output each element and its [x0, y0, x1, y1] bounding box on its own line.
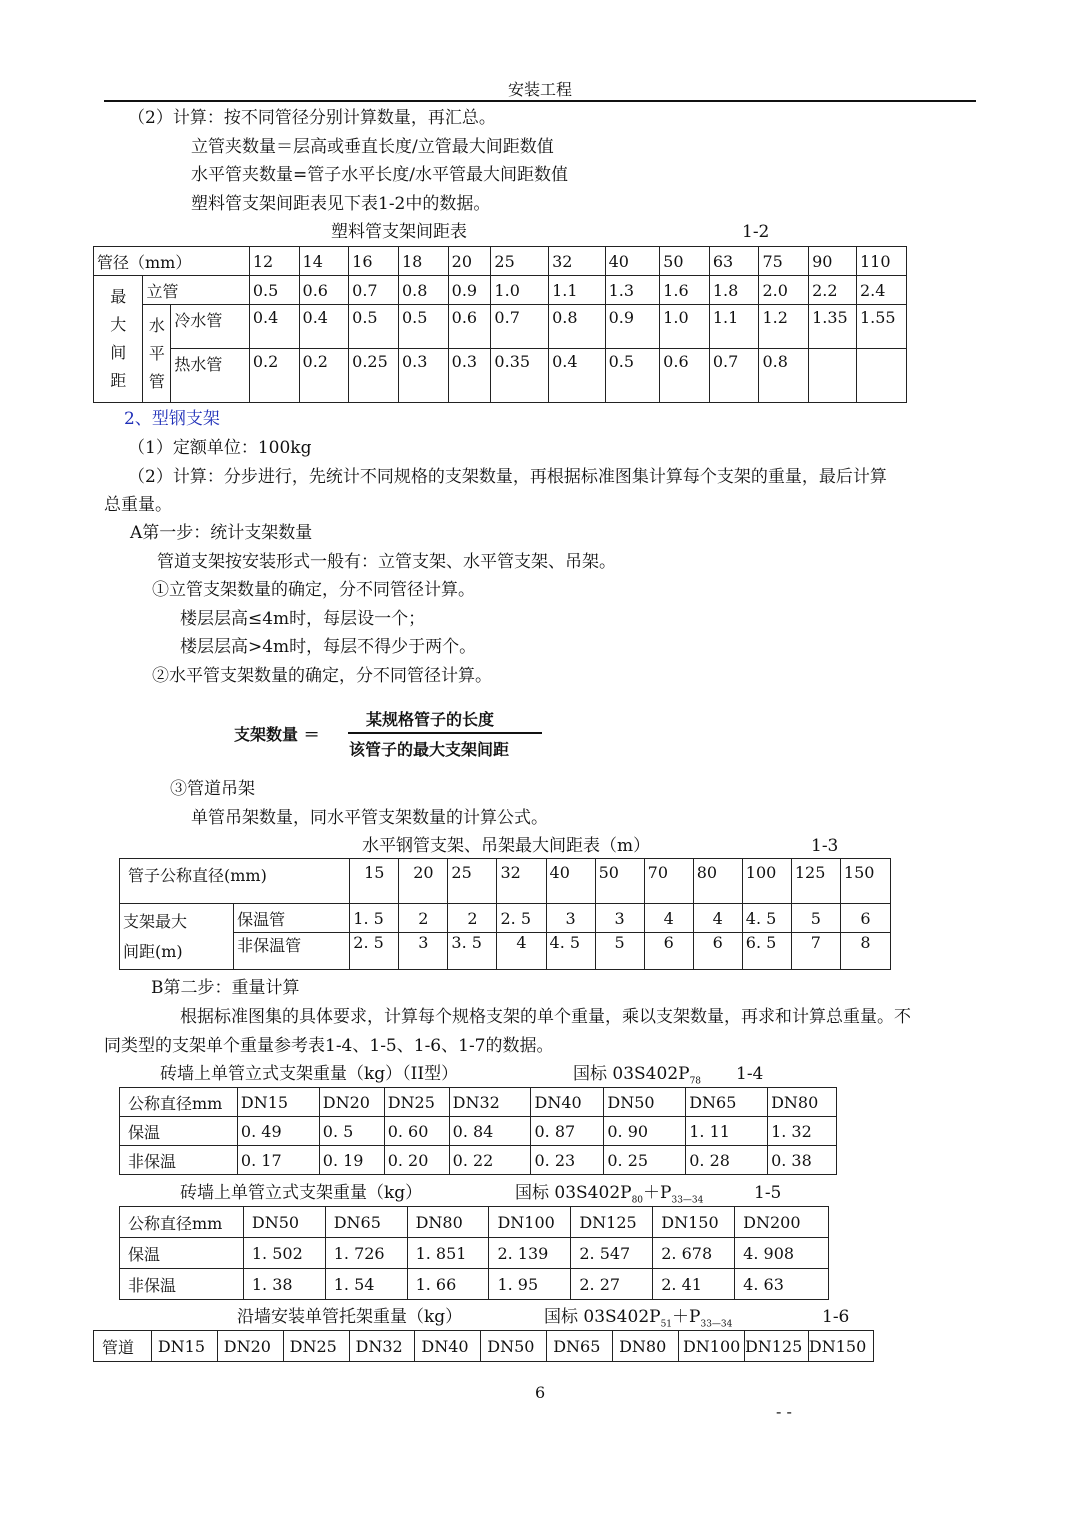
table14: [119, 1087, 837, 1175]
side-label-line: 支架最大: [123, 911, 188, 931]
table15-cell: 1. 95: [489, 1269, 571, 1300]
header-rule: [104, 100, 976, 102]
horizontal-char: 管: [148, 371, 165, 391]
table14-number: 1-4: [736, 1064, 764, 1084]
table15-caption: 砖墙上单管立式支架重量（kg）: [180, 1183, 423, 1203]
std-text: 国标 03S402P: [573, 1064, 690, 1084]
table13-cell: 7: [791, 933, 840, 970]
table15-cell: 4. 908: [735, 1238, 829, 1269]
table12-cell: 0.3: [448, 349, 491, 403]
table12-size-cell: 16: [349, 247, 399, 276]
table12-cell: 0.25: [349, 349, 399, 403]
horizontal-clamp-formula: 水平管夹数量=管子水平长度/水平管最大间距数值: [191, 165, 568, 185]
table15-cell: DN100: [489, 1207, 571, 1238]
table14-caption: 砖墙上单管立式支架重量（kg）（II型）: [160, 1064, 459, 1084]
table13-cell: 4: [693, 904, 742, 933]
side-char: 距: [110, 371, 127, 390]
table13-cell: 3. 5: [448, 933, 497, 970]
hanger-formula-line: 单管吊架数量，同水平管支架数量的计算公式。: [191, 808, 548, 828]
table16-cell: DN125: [744, 1331, 808, 1362]
table13-size-cell: 50: [595, 859, 644, 904]
side-char: 最: [110, 287, 127, 306]
horizontal-char: 水: [148, 315, 165, 335]
table13-cell: 6. 5: [742, 933, 791, 970]
side-char: 间: [110, 343, 127, 362]
table15-size-row: [120, 1207, 829, 1238]
std-plus: ＋P: [672, 1307, 701, 1327]
floor-height-rule-2: 楼层层高>4m时，每层不得少于两个。: [180, 637, 477, 657]
table13-size-cell: 100: [742, 859, 791, 904]
page-header-title: 安装工程: [508, 80, 573, 99]
table13-cell: 6: [693, 933, 742, 970]
table15: [119, 1206, 829, 1300]
weight-calc-line-cont: 同类型的支架单个重量参考表1-4、1-5、1-6、1-7的数据。: [104, 1036, 554, 1056]
table13-header-label: 管子公称直径(mm): [120, 859, 350, 904]
support-types-line: 管道支架按安装形式一般有：立管支架、水平管支架、吊架。: [157, 552, 616, 572]
table14-cell: 0. 23: [531, 1146, 604, 1175]
table12-number: 1-2: [742, 222, 770, 242]
table12-cell: 0.5: [349, 305, 399, 349]
table16-cell: DN100: [678, 1331, 744, 1362]
table14-cell: 0. 25: [604, 1146, 686, 1175]
std-sub: 78: [689, 1076, 702, 1087]
table13: [119, 858, 891, 970]
table15-bare-row: [120, 1269, 829, 1300]
formula-fraction-bar: [348, 732, 542, 734]
calc-steps-line: （2）计算：分步进行，先统计不同规格的支架数量，再根据标准图集计算每个支架的重量，最后计算: [128, 467, 887, 487]
table13-cell: 4: [644, 904, 693, 933]
table14-cell: 0. 17: [237, 1146, 319, 1175]
table12-cell: 0.5: [249, 276, 299, 305]
table14-cell: 0. 20: [384, 1146, 449, 1175]
table14-cell: DN15: [237, 1088, 319, 1117]
formula-denominator: 该管子的最大支架间距: [349, 740, 510, 759]
table16-caption: 沿墙安装单管托架重量（kg）: [237, 1307, 463, 1327]
table14-row-label: 非保温: [120, 1146, 238, 1175]
table15-cell: 1. 726: [325, 1238, 407, 1269]
table14-cell: 1. 11: [686, 1117, 768, 1146]
table12-side-label: [94, 276, 143, 403]
table12-cell: [809, 349, 857, 403]
step-a-heading: A第一步：统计支架数量: [130, 523, 313, 543]
table13-cell: 6: [644, 933, 693, 970]
table12-cold-label: 冷水管: [171, 305, 250, 349]
table13-insulated-row: [120, 904, 891, 933]
table12: [93, 246, 907, 403]
table12-cell: 0.9: [605, 305, 660, 349]
table15-cell: DN150: [653, 1207, 735, 1238]
table13-cell: 1. 5: [350, 904, 399, 933]
table13-size-cell: 80: [693, 859, 742, 904]
std-sub2: 33—34: [671, 1195, 704, 1206]
table14-cell: 0. 90: [604, 1117, 686, 1146]
calc-step-line: （2）计算：按不同管径分别计算数量，再汇总。: [128, 108, 496, 128]
footer-dashes: - -: [776, 1402, 792, 1421]
table12-header-row: [94, 247, 907, 276]
table13-insulated-label: 保温管: [234, 904, 350, 933]
table16-cell: DN32: [349, 1331, 415, 1362]
table13-cell: 5: [595, 933, 644, 970]
table13-cell: 3: [399, 933, 448, 970]
table-ref-line: 塑料管支架间距表见下表1-2中的数据。: [191, 194, 491, 214]
table12-cell: 0.8: [399, 276, 449, 305]
table12-cell: 0.3: [399, 349, 449, 403]
table14-cell: 0. 38: [768, 1146, 837, 1175]
table12-cell: 1.1: [709, 305, 759, 349]
table14-cell: 0. 28: [686, 1146, 768, 1175]
table13-cell: 8: [840, 933, 890, 970]
table15-cell: 1. 38: [243, 1269, 325, 1300]
table13-size-cell: 150: [840, 859, 890, 904]
table14-cell: DN25: [384, 1088, 449, 1117]
table15-cell: 2. 27: [571, 1269, 653, 1300]
table14-cell: DN50: [604, 1088, 686, 1117]
table14-size-row: [120, 1088, 837, 1117]
table12-hot-label: 热水管: [171, 349, 250, 403]
table16: [93, 1330, 874, 1362]
table13-size-cell: 20: [399, 859, 448, 904]
std-sub: 51: [660, 1319, 673, 1330]
table15-cell: 1. 66: [407, 1269, 489, 1300]
table14-cell: DN40: [531, 1088, 604, 1117]
table14-cell: DN65: [686, 1088, 768, 1117]
table12-cell: 0.4: [249, 305, 299, 349]
quota-unit-line: （1）定额单位：100kg: [128, 438, 312, 458]
table12-cell: 1.8: [709, 276, 759, 305]
table15-cell: 2. 678: [653, 1238, 735, 1269]
table12-cell: 0.7: [709, 349, 759, 403]
table12-cell: 0.6: [660, 349, 710, 403]
table12-cell: 2.0: [759, 276, 809, 305]
table12-size-cell: 50: [660, 247, 710, 276]
floor-height-rule-1: 楼层层高≤4m时，每层设一个；: [180, 609, 426, 629]
table16-cell: DN15: [151, 1331, 217, 1362]
table14-cell: 0. 22: [449, 1146, 531, 1175]
table12-cold-row: [94, 305, 907, 349]
table12-cell: [856, 349, 906, 403]
table12-cell: 0.5: [605, 349, 660, 403]
side-char: 大: [110, 315, 127, 334]
table12-cell: 0.2: [249, 349, 299, 403]
table15-cell: DN65: [325, 1207, 407, 1238]
table13-size-cell: 25: [448, 859, 497, 904]
table13-size-cell: 40: [546, 859, 595, 904]
table15-cell: DN50: [243, 1207, 325, 1238]
table12-cell: 1.3: [605, 276, 660, 305]
table16-row-label: 管道: [94, 1331, 152, 1362]
table12-cell: 0.9: [448, 276, 491, 305]
table13-size-cell: 15: [350, 859, 399, 904]
calc-steps-line-cont: 总重量。: [104, 495, 172, 515]
table14-row-label: 公称直径mm: [120, 1088, 238, 1117]
table13-cell: 3: [595, 904, 644, 933]
table14-cell: 0. 19: [319, 1146, 384, 1175]
table15-cell: DN200: [735, 1207, 829, 1238]
table12-cell: 0.7: [491, 305, 549, 349]
table15-cell: 2. 41: [653, 1269, 735, 1300]
table12-cell: 1.0: [491, 276, 549, 305]
table15-row-label: 非保温: [120, 1269, 244, 1300]
table12-cell: 0.8: [549, 305, 606, 349]
table16-cell: DN65: [547, 1331, 613, 1362]
table12-cell: 0.6: [299, 276, 349, 305]
table16-cell: DN50: [481, 1331, 547, 1362]
table12-hot-row: [94, 349, 907, 403]
table12-size-cell: 18: [399, 247, 449, 276]
table15-cell: DN125: [571, 1207, 653, 1238]
table16-cell: DN80: [613, 1331, 679, 1362]
table13-cell: 4. 5: [742, 904, 791, 933]
step-b-heading: B第二步：重量计算: [151, 978, 300, 998]
table13-side-label: [120, 904, 234, 970]
table16-cell: DN25: [283, 1331, 349, 1362]
std-plus: ＋P: [643, 1183, 672, 1203]
table12-riser-row: [94, 276, 907, 305]
table12-cell: 1.0: [660, 305, 710, 349]
table15-insulated-row: [120, 1238, 829, 1269]
table14-cell: 0. 84: [449, 1117, 531, 1146]
hanger-heading: ③管道吊架: [170, 779, 255, 799]
table13-caption: 水平钢管支架、吊架最大间距表（m）: [362, 836, 651, 856]
formula-lhs: 支架数量 ＝: [234, 725, 320, 744]
table12-cell: 0.35: [491, 349, 549, 403]
table12-size-cell: 32: [549, 247, 606, 276]
table12-size-cell: 40: [605, 247, 660, 276]
table12-cell: 2.4: [856, 276, 906, 305]
table15-number: 1-5: [754, 1183, 782, 1203]
table14-cell: 1. 32: [768, 1117, 837, 1146]
table12-size-cell: 12: [249, 247, 299, 276]
riser-clamp-formula: 立管夹数量＝层高或垂直长度/立管最大间距数值: [191, 137, 554, 157]
table13-number: 1-3: [811, 836, 839, 856]
table15-cell: 2. 139: [489, 1238, 571, 1269]
std-sub2: 33—34: [700, 1319, 733, 1330]
table14-cell: 0. 49: [237, 1117, 319, 1146]
table15-cell: 1. 54: [325, 1269, 407, 1300]
riser-support-line: ①立管支架数量的确定，分不同管径计算。: [152, 580, 475, 600]
table12-size-cell: 110: [856, 247, 906, 276]
std-text: 国标 03S402P: [544, 1307, 661, 1327]
table14-bare-row: [120, 1146, 837, 1175]
std-text: 国标 03S402P: [515, 1183, 632, 1203]
table13-cell: 2: [448, 904, 497, 933]
side-label-line: 间距(m): [123, 941, 183, 961]
table14-cell: DN80: [768, 1088, 837, 1117]
formula-numerator: 某规格管子的长度: [366, 710, 495, 729]
table15-cell: 4. 63: [735, 1269, 829, 1300]
table12-size-cell: 20: [448, 247, 491, 276]
table12-cell: 1.55: [856, 305, 906, 349]
std-sub: 80: [631, 1195, 644, 1206]
table15-row-label: 公称直径mm: [120, 1207, 244, 1238]
table14-insulated-row: [120, 1117, 837, 1146]
table12-cell: 0.6: [448, 305, 491, 349]
table13-cell: 2. 5: [350, 933, 399, 970]
table15-cell: 1. 502: [243, 1238, 325, 1269]
table12-caption: 塑料管支架间距表: [331, 222, 467, 242]
table13-size-cell: 32: [497, 859, 546, 904]
table14-cell: 0. 87: [531, 1117, 604, 1146]
table12-riser-label: 立管: [143, 276, 249, 305]
horizontal-char: 平: [148, 343, 165, 363]
table12-cell: 1.1: [549, 276, 606, 305]
table12-cell: 0.4: [299, 305, 349, 349]
table16-cell: DN20: [217, 1331, 283, 1362]
table13-header-row: [120, 859, 891, 904]
horizontal-support-line: ②水平管支架数量的确定，分不同管径计算。: [152, 666, 492, 686]
table14-cell: DN32: [449, 1088, 531, 1117]
table12-header-label: 管径（mm）: [94, 247, 250, 276]
table12-size-cell: 75: [759, 247, 809, 276]
table13-cell: 2: [399, 904, 448, 933]
table12-cell: 0.7: [349, 276, 399, 305]
table13-cell: 4. 5: [546, 933, 595, 970]
table13-cell: 4: [497, 933, 546, 970]
table13-size-cell: 70: [644, 859, 693, 904]
table15-cell: DN80: [407, 1207, 489, 1238]
table13-size-cell: 125: [791, 859, 840, 904]
table12-size-cell: 14: [299, 247, 349, 276]
table12-cell: 0.8: [759, 349, 809, 403]
table16-size-row: [94, 1331, 874, 1362]
table12-size-cell: 25: [491, 247, 549, 276]
table12-cell: 2.2: [809, 276, 857, 305]
table16-number: 1-6: [822, 1307, 850, 1327]
table14-cell: DN20: [319, 1088, 384, 1117]
weight-calc-line: 根据标准图集的具体要求，计算每个规格支架的单个重量，乘以支架数量，再求和计算总重量。不: [180, 1007, 911, 1027]
table16-cell: DN150: [808, 1331, 873, 1362]
table13-cell: 6: [840, 904, 890, 933]
table12-size-cell: 90: [809, 247, 857, 276]
section-2-heading: 2、型钢支架: [124, 409, 220, 429]
table15-cell: 1. 851: [407, 1238, 489, 1269]
table13-bare-label: 非保温管: [234, 933, 350, 970]
table14-cell: 0. 60: [384, 1117, 449, 1146]
table15-cell: 2. 547: [571, 1238, 653, 1269]
table12-cell: 1.35: [809, 305, 857, 349]
table13-bare-row: [120, 933, 891, 970]
table13-cell: 5: [791, 904, 840, 933]
table13-cell: 2. 5: [497, 904, 546, 933]
table16-cell: DN40: [415, 1331, 481, 1362]
table12-cell: 1.6: [660, 276, 710, 305]
table12-size-cell: 63: [709, 247, 759, 276]
table12-cell: 0.5: [399, 305, 449, 349]
table12-horizontal-label: [143, 305, 171, 403]
table12-cell: 0.4: [549, 349, 606, 403]
table12-cell: 0.2: [299, 349, 349, 403]
table14-row-label: 保温: [120, 1117, 238, 1146]
table14-cell: 0. 5: [319, 1117, 384, 1146]
page-number: 6: [535, 1383, 546, 1402]
table12-cell: 1.2: [759, 305, 809, 349]
table15-row-label: 保温: [120, 1238, 244, 1269]
table13-cell: 3: [546, 904, 595, 933]
